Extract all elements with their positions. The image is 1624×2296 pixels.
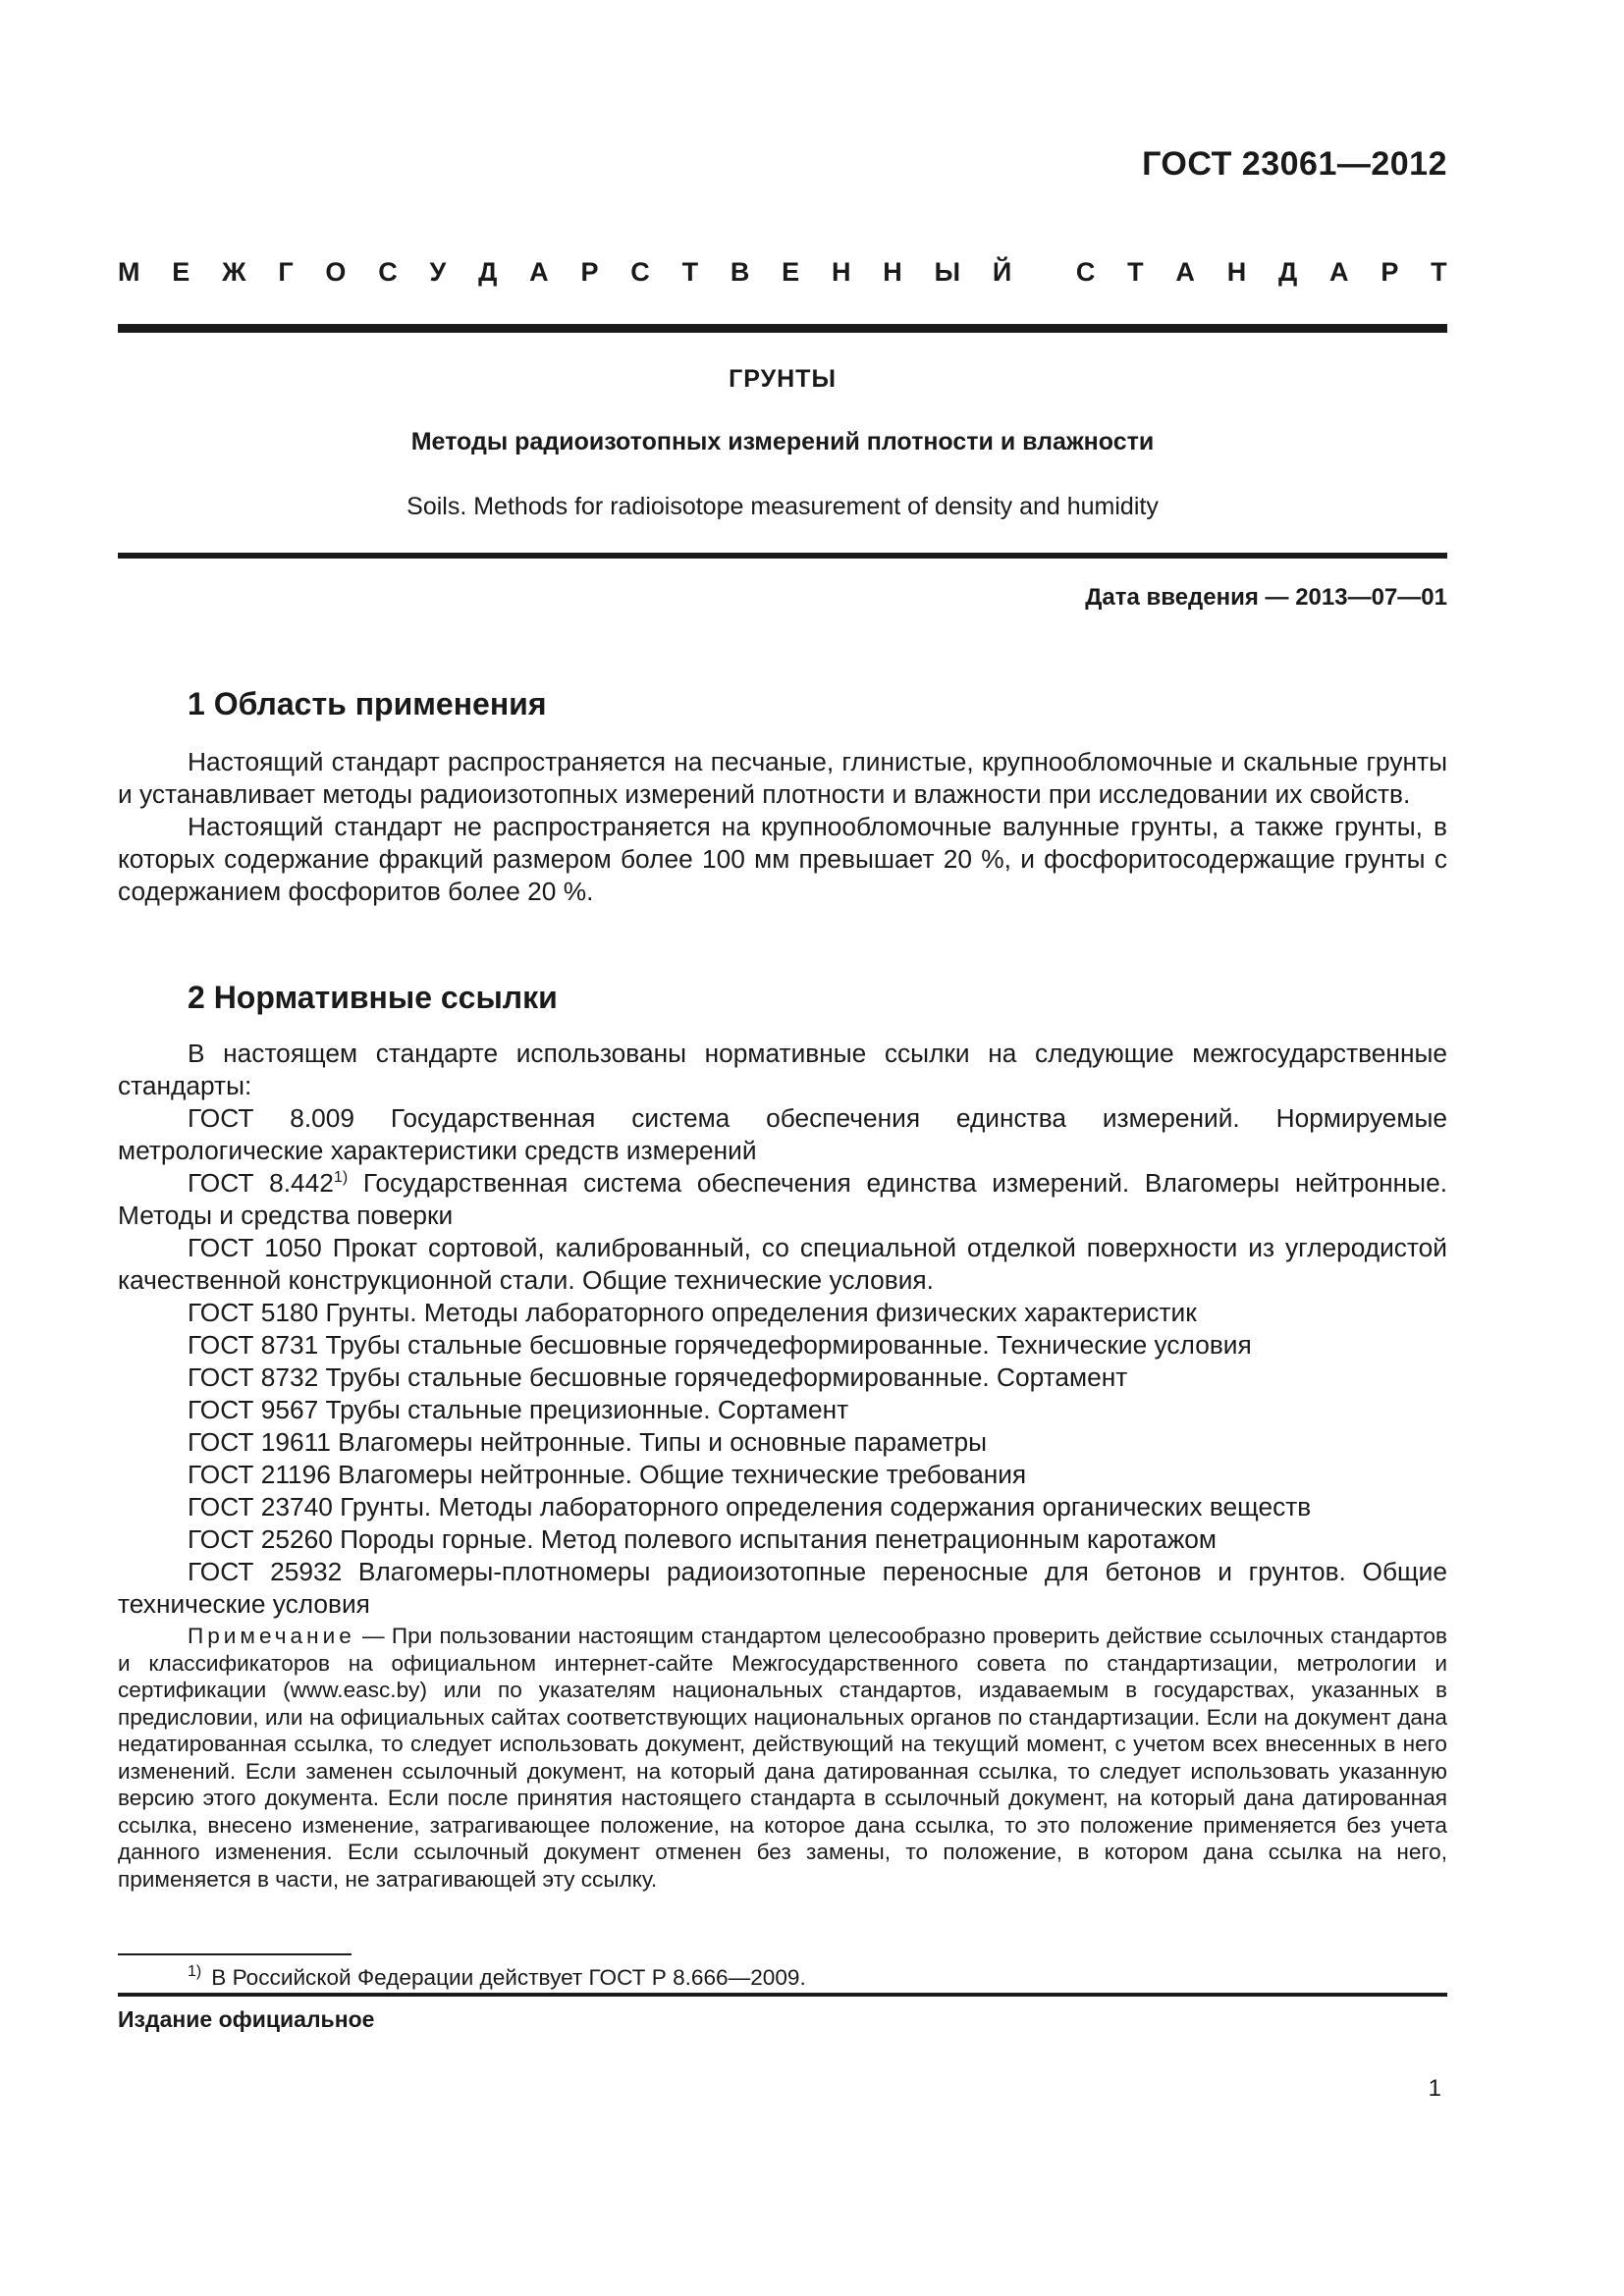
note-label: Примечание	[188, 1624, 355, 1648]
standard-type-letter: Е	[172, 257, 190, 287]
standard-type-letter: В	[730, 257, 750, 287]
footnote	[188, 1965, 806, 1991]
reference-item: ГОСТ 5180 Грунты. Методы лабораторного определения физических характеристик	[188, 1298, 1197, 1327]
standard-type-letter: Д	[1278, 257, 1298, 287]
reference-item: ГОСТ 23740 Грунты. Методы лабораторного определения содержания органических веществ	[188, 1492, 1312, 1522]
standard-type-letter: Й	[992, 257, 1012, 287]
standard-type-letter: С	[630, 257, 650, 287]
section-1-heading: 1 Область применения	[188, 686, 547, 721]
standard-type-letter: М	[118, 257, 140, 287]
standard-type-letter: С	[378, 257, 398, 287]
reference-item: ГОСТ 25932 Влагомеры-плотномеры радиоизотопные переносные для бетонов и грунтов. Общие технические условия	[118, 1557, 1447, 1619]
footnote-text: В Российской Федерации действует ГОСТ Р 8.666—2009.	[211, 1965, 806, 1990]
document-page	[118, 0, 1447, 2296]
note-text: — При пользовании настоящим стандартом целесообразно проверить действие ссылочных стандартов и классификаторов на официальном интернет-сайте Межгосударственного совета по стандартизации, метрологии и сертификации (www.easc.by) или по указателям национальных стандартов, издаваемым в государствах, указанных в предисловии, или на официальных сайтах соответствующих национальных органов по стандартизации. Если на документ дана недатированная ссылка, то следует использовать документ, действующий на текущий момент, с учетом всех внесенных в него изменений. Если заменен ссылочный документ, на который дана датированная ссылка, то следует использовать указанную версию этого документа. Если после принятия настоящего стандарта в ссылочный документ, на который дана датированная ссылка, внесено изменение, затрагивающее положение, на которое дана ссылка, то это положение применяется без учета данного изменения. Если ссылочный документ отменен без замены, то положение, в котором дана ссылка на него, применяется в части, не затрагивающей эту ссылку.	[118, 1624, 1447, 1892]
standard-type-letter: Н	[883, 257, 902, 287]
introduction-date: Дата введения — 2013—07—01	[1085, 584, 1447, 611]
reference-code: ГОСТ 8.442	[188, 1168, 334, 1198]
standard-type-letter: Е	[782, 257, 800, 287]
section-1-paragraph: Настоящий стандарт не распространяется на крупнообломочные валунные грунты, а также грунты, в которых содержание фракций размером более 100 мм превышает 20 %, и фосфоритосодержащие грунты с содержанием фосфоритов более 20 %.	[118, 812, 1447, 906]
standard-type-letter: Р	[580, 257, 599, 287]
reference-item: ГОСТ 8731 Трубы стальные бесшовные горячедеформированные. Технические условия	[188, 1330, 1252, 1360]
reference-item: ГОСТ 19611 Влагомеры нейтронные. Типы и основные параметры	[188, 1427, 987, 1457]
section-1-body	[118, 746, 1447, 908]
reference-item: ГОСТ 21196 Влагомеры нейтронные. Общие технические требования	[188, 1460, 1027, 1489]
section-1-paragraph: Настоящий стандарт распространяется на песчаные, глинистые, крупнообломочные и скальные грунты и устанавливает методы радиоизотопных измерений плотности и влажности при исследовании их свойств.	[118, 747, 1447, 809]
edition-label: Издание официальное	[118, 2006, 375, 2032]
standard-type-letter: А	[1175, 257, 1195, 287]
standard-type-letter: Н	[1226, 257, 1247, 287]
title-rule	[118, 553, 1447, 559]
standard-type-letter: А	[529, 257, 549, 287]
document-title-english: Soils. Methods for radioisotope measurement of density and humidity	[406, 493, 1159, 520]
footer-rule	[118, 1993, 1447, 1997]
reference-text: Государственная система обеспечения единства измерений. Влагомеры нейтронные. Методы и средства поверки	[118, 1168, 1448, 1230]
standard-type-letter: С	[1075, 257, 1096, 287]
reference-list	[118, 1232, 1447, 1621]
reference-item: ГОСТ 8.009 Государственная система обеспечения единства измерений. Нормируемые метрологические характеристики средств измерений	[118, 1103, 1447, 1165]
standard-type-letter: А	[1329, 257, 1349, 287]
standard-type-letter: Т	[1431, 257, 1447, 287]
standard-type-letter: О	[325, 257, 347, 287]
standard-type-letter: У	[429, 257, 447, 287]
standard-type-letter: Ж	[222, 257, 246, 287]
standard-type-letter: Р	[1380, 257, 1399, 287]
standard-type-letter: Д	[478, 257, 498, 287]
document-subtitle: Методы радиоизотопных измерений плотности и влажности	[410, 428, 1155, 455]
reference-item: ГОСТ 9567 Трубы стальные прецизионные. Сортамент	[188, 1395, 849, 1424]
standard-type-letter: Г	[278, 257, 294, 287]
reference-item: ГОСТ 1050 Прокат сортовой, калиброванный, со специальной отделкой поверхности из углеродистой качественной конструкционной стали. Общие технические условия.	[118, 1233, 1447, 1295]
reference-item	[118, 1167, 1447, 1232]
section-2-body	[118, 1038, 1447, 1621]
standard-type-letter: Т	[1127, 257, 1144, 287]
note-paragraph	[118, 1623, 1447, 1893]
standard-type-letter: Т	[681, 257, 699, 287]
page-number: 1	[1428, 2075, 1441, 2102]
footnote-reference[interactable]: 1)	[333, 1169, 349, 1186]
footnote-separator	[118, 1953, 352, 1955]
standard-type-letter: Ы	[934, 257, 961, 287]
footnote-marker: 1)	[188, 1963, 202, 1980]
header-rule	[118, 324, 1447, 333]
section-2-heading: 2 Нормативные ссылки	[188, 980, 558, 1015]
reference-item: ГОСТ 25260 Породы горные. Метод полевого испытания пенетрационным каротажом	[188, 1524, 1218, 1554]
document-title: ГРУНТЫ	[729, 365, 837, 393]
document-number: ГОСТ 23061—2012	[1142, 145, 1447, 183]
standard-type-letter: Н	[831, 257, 851, 287]
standard-type-heading	[118, 257, 1447, 288]
section-2-intro: В настоящем стандарте использованы нормативные ссылки на следующие межгосударственные стандарты:	[118, 1039, 1447, 1100]
reference-item: ГОСТ 8732 Трубы стальные бесшовные горячедеформированные. Сортамент	[188, 1362, 1128, 1392]
